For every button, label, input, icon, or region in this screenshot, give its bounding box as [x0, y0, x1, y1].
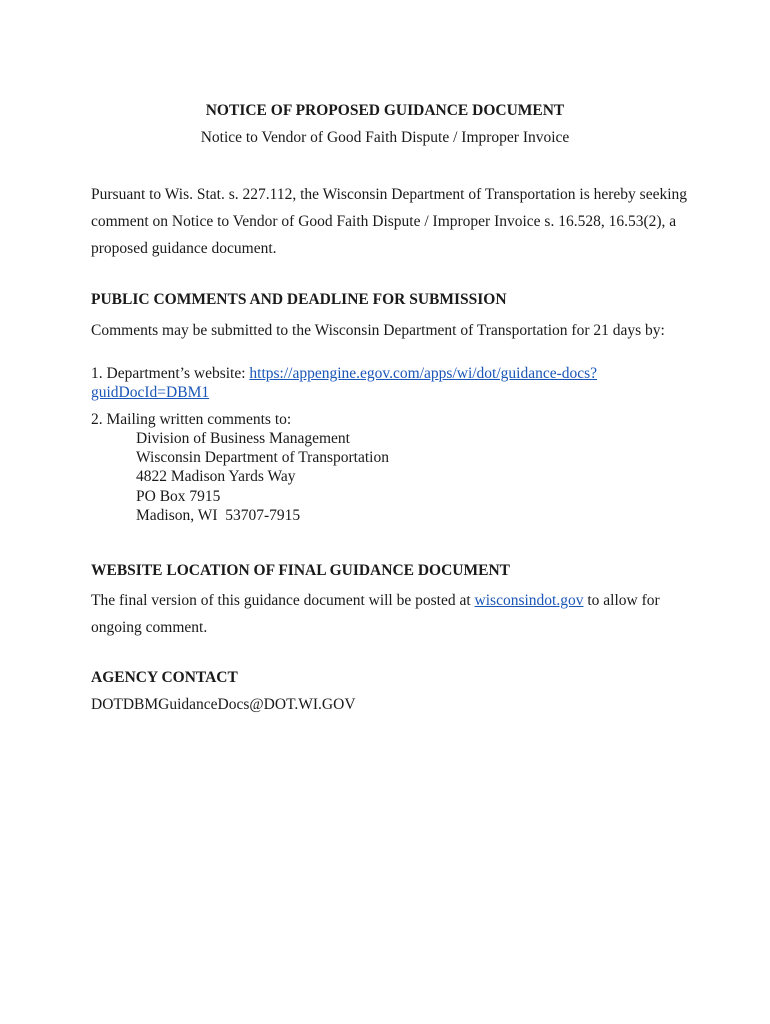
wisconsindot-link[interactable]: wisconsindot.gov	[474, 592, 584, 609]
website-submission-line	[91, 364, 691, 402]
document-subtitle: Notice to Vendor of Good Faith Dispute / Improper Invoice	[200, 129, 570, 146]
mailing-address	[136, 429, 389, 525]
address-line-division: Division of Business Management	[136, 430, 350, 447]
public-comments-heading: PUBLIC COMMENTS AND DEADLINE FOR SUBMISSION	[91, 291, 507, 308]
website-location-text-before: The final version of this guidance document will be posted at	[91, 592, 475, 609]
address-line-street: 4822 Madison Yards Way	[136, 468, 296, 486]
website-location-text-after: to allow for ongoing comment.	[91, 592, 660, 636]
address-line-department: Wisconsin Department of Transportation	[136, 449, 389, 467]
address-line-po-box: PO Box 7915	[136, 487, 221, 505]
website-location-text	[91, 587, 691, 641]
intro-paragraph: Pursuant to Wis. Stat. s. 227.112, the Wisconsin Department of Transportation is hereby seeking comment on Notice to Vendor of Good Faith Dispute / Improper Invoice s. 16.528, 16.53(2), a proposed guidance document.	[91, 186, 688, 257]
website-location-heading: WEBSITE LOCATION OF FINAL GUIDANCE DOCUMENT	[91, 562, 510, 579]
document-title: NOTICE OF PROPOSED GUIDANCE DOCUMENT	[205, 102, 565, 119]
agency-contact-heading: AGENCY CONTACT	[91, 669, 238, 686]
public-comments-text: Comments may be submitted to the Wisconsin Department of Transportation for 21 days by:	[91, 322, 665, 339]
address-line-city: Madison, WI 53707-7915	[136, 506, 301, 524]
guidance-docs-link[interactable]: https://appengine.egov.com/apps/wi/dot/guidance-docs?guidDocId=DBM1	[91, 365, 598, 401]
agency-contact-email: DOTDBMGuidanceDocs@DOT.WI.GOV	[91, 696, 356, 713]
website-submission-label: 1. Department’s website:	[91, 365, 250, 382]
mail-submission-label: 2. Mailing written comments to:	[91, 411, 292, 428]
